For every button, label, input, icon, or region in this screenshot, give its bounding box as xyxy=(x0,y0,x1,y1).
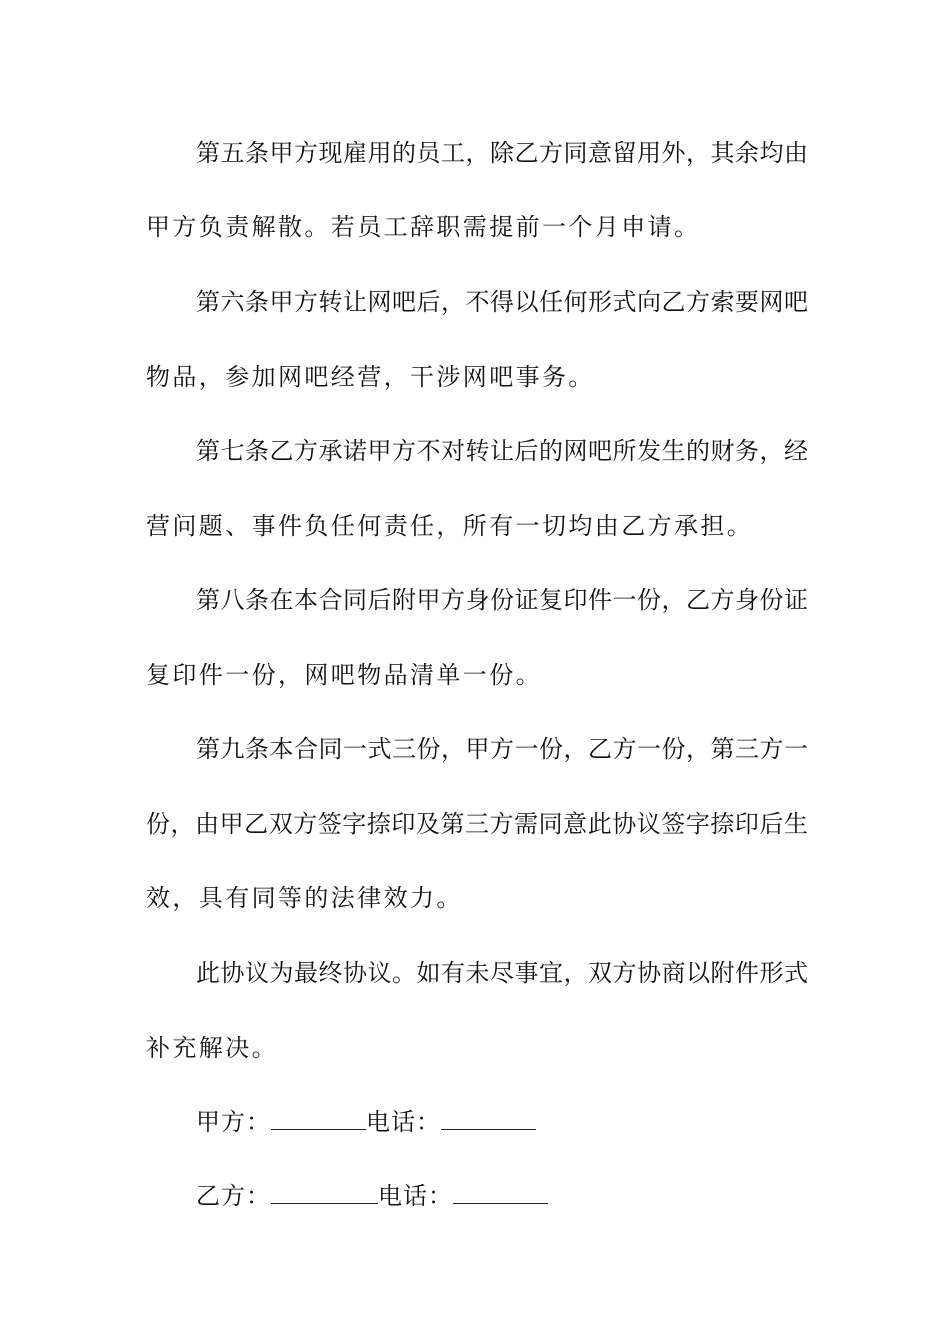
article-5-line-1: 第五条甲方现雇用的员工，除乙方同意留用外，其余均由 xyxy=(196,139,808,167)
article-5-line-2: 甲方负责解散。若员工辞职需提前一个月申请。 xyxy=(146,213,701,241)
article-6-line-1: 第六条甲方转让网吧后，不得以任何形式向乙方索要网吧 xyxy=(196,288,808,316)
article-8-line-1: 第八条在本合同后附甲方身份证复印件一份，乙方身份证 xyxy=(196,586,808,614)
party-b-phone-label: 电话： xyxy=(378,1182,453,1210)
article-9-line-1: 第九条本合同一式三份，甲方一份，乙方一份，第三方一 xyxy=(196,735,808,763)
final-clause-line-1: 此协议为最终协议。如有未尽事宜，双方协商以附件形式 xyxy=(196,959,808,987)
article-9-line-3: 效，具有同等的法律效力。 xyxy=(146,884,463,912)
article-7-line-2: 营问题、事件负任何责任，所有一切均由乙方承担。 xyxy=(146,512,754,540)
party-b-phone-blank[interactable] xyxy=(453,1177,548,1204)
party-a-signature-row xyxy=(196,1102,808,1142)
article-8-line-2: 复印件一份，网吧物品清单一份。 xyxy=(146,661,542,689)
article-9-line-2: 份，由甲乙双方签字捺印及第三方需同意此协议签字捺印后生 xyxy=(146,810,808,838)
party-b-label: 乙方： xyxy=(196,1182,271,1210)
party-b-signature-row xyxy=(196,1176,808,1216)
party-b-name-blank[interactable] xyxy=(271,1177,378,1204)
final-clause-line-2: 补充解决。 xyxy=(146,1034,278,1062)
party-a-name-blank[interactable] xyxy=(271,1103,366,1130)
article-6-line-2: 物品，参加网吧经营，干涉网吧事务。 xyxy=(146,363,595,391)
article-7-line-1: 第七条乙方承诺甲方不对转让后的网吧所发生的财务，经 xyxy=(196,437,808,465)
party-a-phone-label: 电话： xyxy=(366,1108,441,1136)
party-a-phone-blank[interactable] xyxy=(441,1103,536,1130)
party-a-label: 甲方： xyxy=(196,1108,271,1136)
